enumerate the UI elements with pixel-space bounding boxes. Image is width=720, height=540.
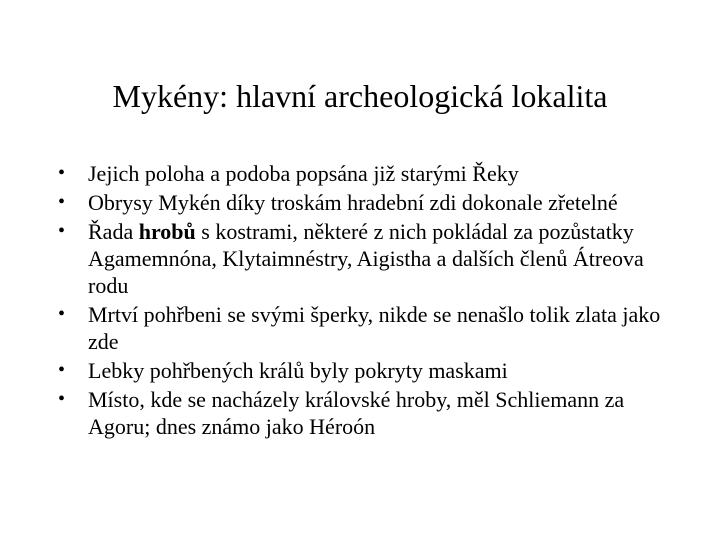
list-item — [56, 301, 666, 355]
bullet-icon: • — [58, 191, 66, 213]
list-item — [56, 386, 666, 440]
bullet-icon: • — [58, 303, 66, 325]
list-item — [56, 357, 666, 384]
list-item — [56, 218, 666, 299]
bullet-list — [56, 160, 666, 442]
bullet-text: Obrysy Mykén díky troskám hradební zdi dokonale zřetelné — [88, 190, 618, 215]
bullet-text: Jejich poloha a podoba popsána již starými Řeky — [88, 161, 519, 186]
bullet-text: Lebky pohřbených králů byly pokryty maskami — [88, 358, 508, 383]
bullet-text-after: s kostrami, některé z nich pokládal za pozůstatky Agamemnóna, Klytaimnéstry, Aigistha a dalších členů Átreova rodu — [88, 219, 644, 298]
list-item — [56, 189, 666, 216]
bullet-text — [88, 219, 644, 298]
bullet-text: Mrtví pohřbeni se svými šperky, nikde se nenašlo tolik zlata jako zde — [88, 302, 661, 354]
bullet-icon: • — [58, 359, 66, 381]
bullet-icon: • — [58, 220, 66, 242]
bullet-icon: • — [58, 162, 66, 184]
slide-title: Mykény: hlavní archeologická lokalita — [112, 78, 608, 114]
list-item — [56, 160, 666, 187]
bullet-text-bold: hrobů — [138, 219, 196, 244]
bullet-text: Místo, kde se nacházely královské hroby, měl Schliemann za Agoru; dnes známo jako Hérоón — [88, 387, 625, 439]
bullet-icon: • — [58, 388, 66, 410]
bullet-text-before: Řada — [88, 219, 139, 244]
